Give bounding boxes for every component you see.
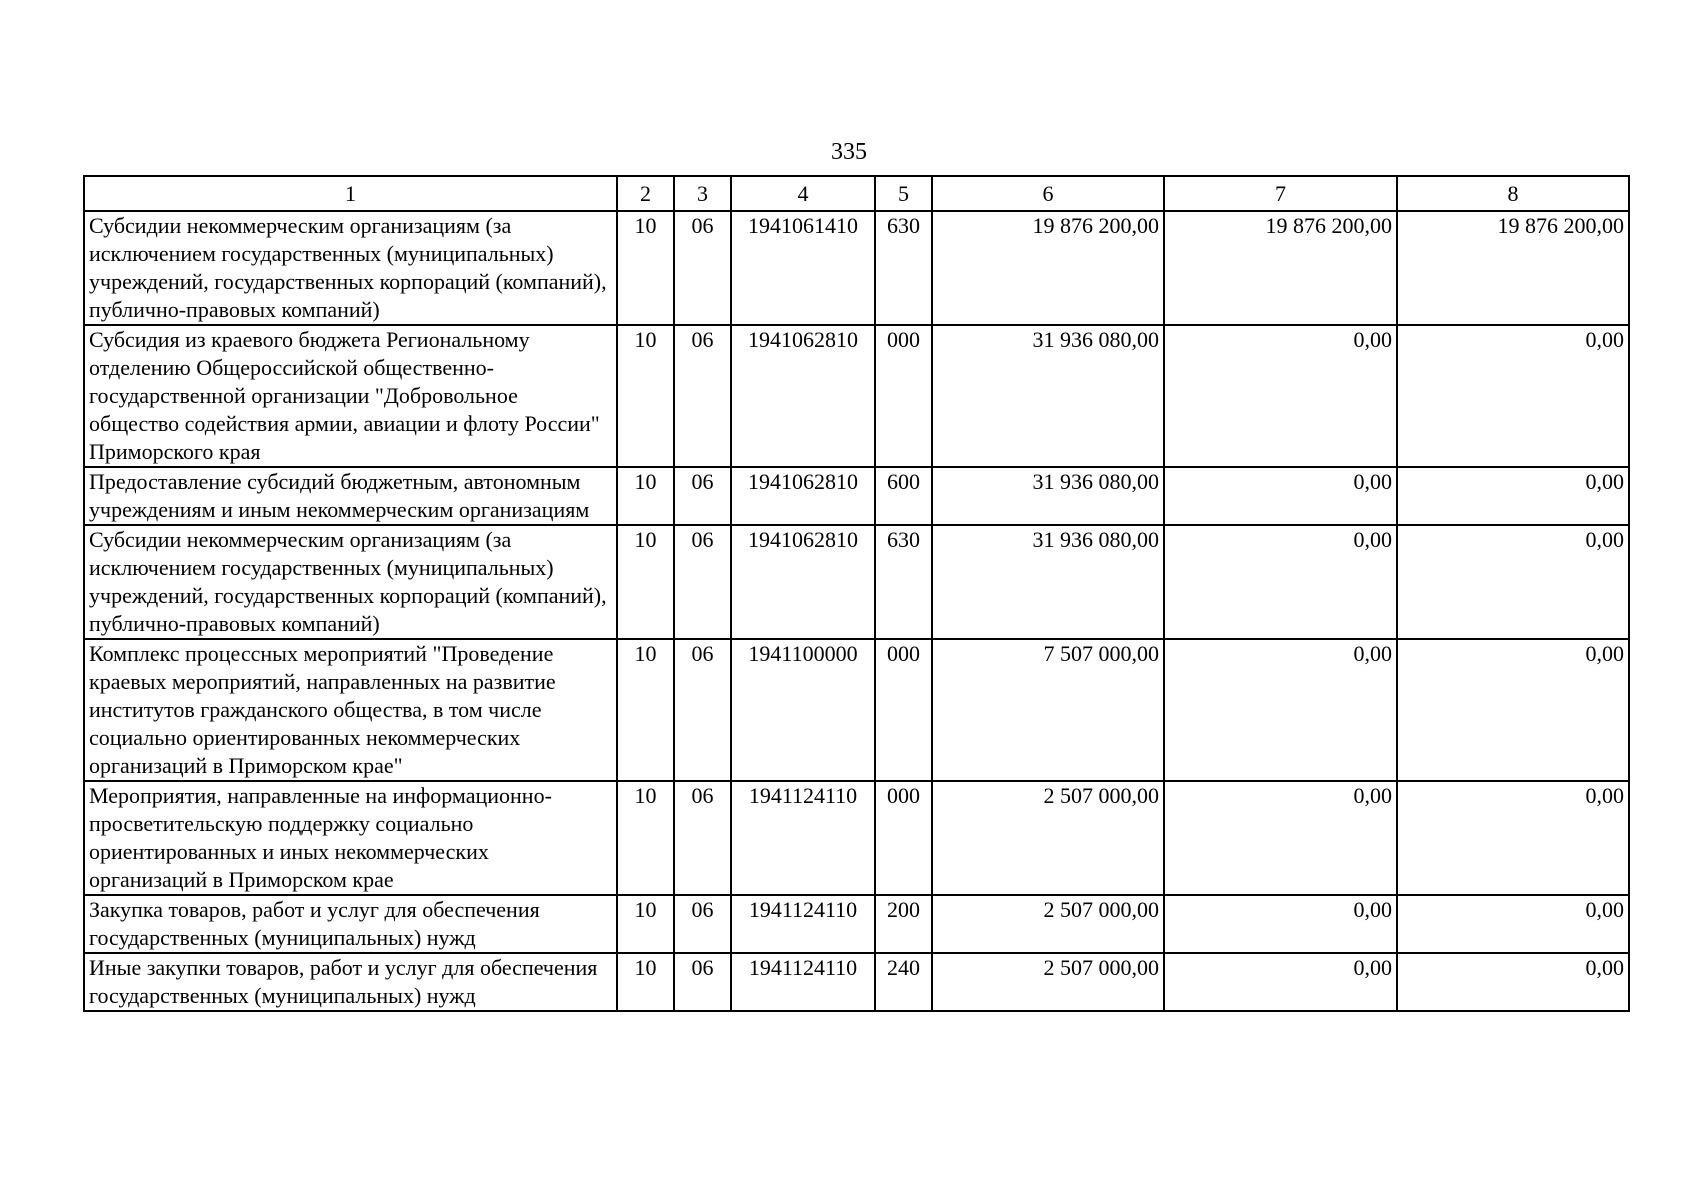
section-code: 10 bbox=[617, 211, 674, 325]
subsection-code: 06 bbox=[674, 895, 731, 953]
amount-col-7: 0,00 bbox=[1164, 895, 1397, 953]
table-row bbox=[84, 525, 1629, 639]
row-name: Иные закупки товаров, работ и услуг для обеспечения государственных (муниципальных) нужд bbox=[84, 953, 617, 1011]
row-name: Субсидия из краевого бюджета Региональному отделению Общероссийской общественно-государственной организации "Добровольное общество содействия армии, авиации и флоту России" Приморского края bbox=[84, 325, 617, 467]
column-header: 1 bbox=[84, 176, 617, 211]
expense-type-code: 630 bbox=[875, 211, 932, 325]
row-name: Субсидии некоммерческим организациям (за исключением государственных (муниципальных) учреждений, государственных корпораций (компаний), публично-правовых компаний) bbox=[84, 525, 617, 639]
amount-col-6: 31 936 080,00 bbox=[932, 467, 1164, 525]
expense-type-code: 200 bbox=[875, 895, 932, 953]
expense-type-code: 600 bbox=[875, 467, 932, 525]
target-article-code: 1941100000 bbox=[731, 639, 875, 781]
amount-col-7: 0,00 bbox=[1164, 781, 1397, 895]
column-header: 6 bbox=[932, 176, 1164, 211]
amount-col-8: 0,00 bbox=[1397, 895, 1629, 953]
amount-col-8: 0,00 bbox=[1397, 639, 1629, 781]
subsection-code: 06 bbox=[674, 325, 731, 467]
table-row bbox=[84, 953, 1629, 1011]
table-row bbox=[84, 467, 1629, 525]
target-article-code: 1941062810 bbox=[731, 325, 875, 467]
subsection-code: 06 bbox=[674, 953, 731, 1011]
amount-col-6: 2 507 000,00 bbox=[932, 895, 1164, 953]
target-article-code: 1941062810 bbox=[731, 467, 875, 525]
expense-type-code: 240 bbox=[875, 953, 932, 1011]
amount-col-7: 0,00 bbox=[1164, 467, 1397, 525]
section-code: 10 bbox=[617, 781, 674, 895]
expense-type-code: 630 bbox=[875, 525, 932, 639]
amount-col-8: 0,00 bbox=[1397, 781, 1629, 895]
column-header: 2 bbox=[617, 176, 674, 211]
expense-type-code: 000 bbox=[875, 639, 932, 781]
target-article-code: 1941124110 bbox=[731, 895, 875, 953]
amount-col-8: 0,00 bbox=[1397, 953, 1629, 1011]
section-code: 10 bbox=[617, 953, 674, 1011]
table-header-row bbox=[84, 176, 1629, 211]
target-article-code: 1941124110 bbox=[731, 781, 875, 895]
column-header: 3 bbox=[674, 176, 731, 211]
table-row bbox=[84, 211, 1629, 325]
column-header: 4 bbox=[731, 176, 875, 211]
section-code: 10 bbox=[617, 525, 674, 639]
amount-col-7: 0,00 bbox=[1164, 953, 1397, 1011]
subsection-code: 06 bbox=[674, 781, 731, 895]
table-row bbox=[84, 639, 1629, 781]
section-code: 10 bbox=[617, 467, 674, 525]
subsection-code: 06 bbox=[674, 639, 731, 781]
target-article-code: 1941061410 bbox=[731, 211, 875, 325]
amount-col-6: 7 507 000,00 bbox=[932, 639, 1164, 781]
section-code: 10 bbox=[617, 895, 674, 953]
table-row bbox=[84, 325, 1629, 467]
row-name: Мероприятия, направленные на информационно-просветительскую поддержку социально ориентированных и иных некоммерческих организаций в Приморском крае bbox=[84, 781, 617, 895]
amount-col-7: 0,00 bbox=[1164, 639, 1397, 781]
table-row bbox=[84, 781, 1629, 895]
amount-col-8: 0,00 bbox=[1397, 467, 1629, 525]
target-article-code: 1941124110 bbox=[731, 953, 875, 1011]
amount-col-6: 31 936 080,00 bbox=[932, 525, 1164, 639]
amount-col-6: 31 936 080,00 bbox=[932, 325, 1164, 467]
amount-col-7: 0,00 bbox=[1164, 525, 1397, 639]
amount-col-8: 0,00 bbox=[1397, 325, 1629, 467]
row-name: Закупка товаров, работ и услуг для обеспечения государственных (муниципальных) нужд bbox=[84, 895, 617, 953]
budget-table bbox=[83, 175, 1630, 1012]
amount-col-6: 2 507 000,00 bbox=[932, 953, 1164, 1011]
subsection-code: 06 bbox=[674, 525, 731, 639]
subsection-code: 06 bbox=[674, 211, 731, 325]
section-code: 10 bbox=[617, 639, 674, 781]
column-header: 5 bbox=[875, 176, 932, 211]
amount-col-7: 19 876 200,00 bbox=[1164, 211, 1397, 325]
amount-col-6: 19 876 200,00 bbox=[932, 211, 1164, 325]
column-header: 8 bbox=[1397, 176, 1629, 211]
subsection-code: 06 bbox=[674, 467, 731, 525]
amount-col-6: 2 507 000,00 bbox=[932, 781, 1164, 895]
section-code: 10 bbox=[617, 325, 674, 467]
column-header: 7 bbox=[1164, 176, 1397, 211]
expense-type-code: 000 bbox=[875, 325, 932, 467]
expense-type-code: 000 bbox=[875, 781, 932, 895]
row-name: Субсидии некоммерческим организациям (за исключением государственных (муниципальных) учреждений, государственных корпораций (компаний), публично-правовых компаний) bbox=[84, 211, 617, 325]
row-name: Комплекс процессных мероприятий "Проведение краевых мероприятий, направленных на развитие институтов гражданского общества, в том числе социально ориентированных некоммерческих организаций в Приморском крае" bbox=[84, 639, 617, 781]
table-row bbox=[84, 895, 1629, 953]
amount-col-8: 19 876 200,00 bbox=[1397, 211, 1629, 325]
amount-col-8: 0,00 bbox=[1397, 525, 1629, 639]
amount-col-7: 0,00 bbox=[1164, 325, 1397, 467]
row-name: Предоставление субсидий бюджетным, автономным учреждениям и иным некоммерческим организациям bbox=[84, 467, 617, 525]
page-number: 335 bbox=[831, 139, 867, 165]
target-article-code: 1941062810 bbox=[731, 525, 875, 639]
